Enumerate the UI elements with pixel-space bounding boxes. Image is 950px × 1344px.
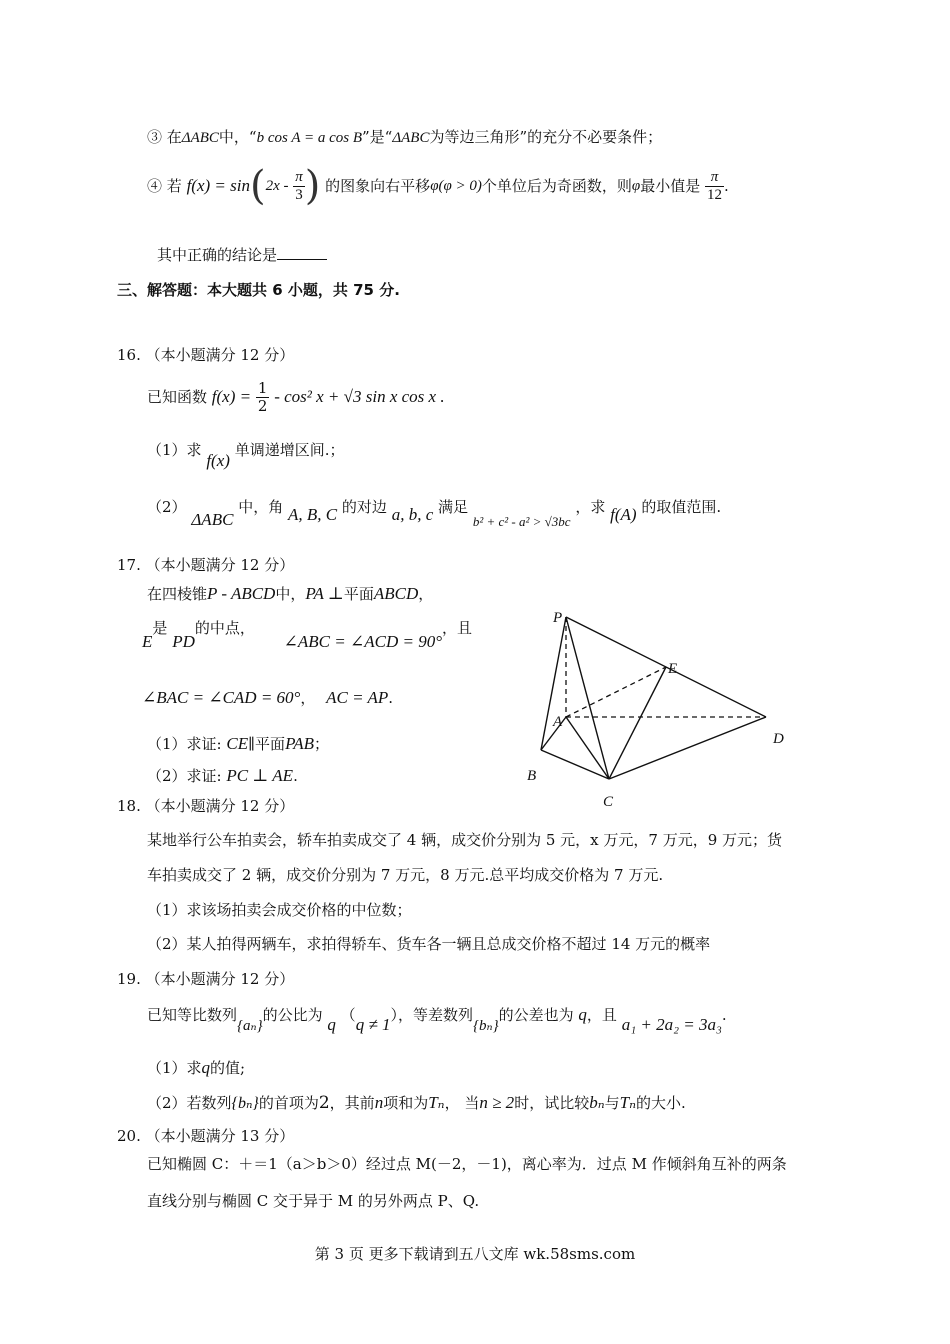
q17-part-2: （2）求证: PC ⊥ AE. xyxy=(147,766,298,785)
q19-part-1: （1）求q的值; xyxy=(147,1058,246,1077)
q20-line-1: 已知椭圆 C：＋＝1（a＞b＞0）经过点 M(－2，－1)，离心率为．过点 M 作倾斜角互补的两条 xyxy=(147,1155,787,1173)
edge-ce xyxy=(609,667,666,779)
pyramid-figure xyxy=(520,605,800,815)
item-4-line: ④ 若 f(x) = sin(2x - $\frac{\pi}{3}$ ) 的图象向右平移φ(φ > 0)个单位后为奇函数，则φ最小值是 $\frac{\pi}{12}$ . xyxy=(147,163,729,209)
math-b-cos-a: b cos A = a cos B xyxy=(256,130,362,146)
label-d: D xyxy=(773,731,784,747)
q17-line-2: E是 PD的中点， ∠ABC = ∠ACD = 90°，且 xyxy=(142,619,473,651)
q16-function: 已知函数 f(x) = $\frac{1}{2}$ - cos² x + √3 sin x cos x . xyxy=(147,379,445,415)
math-fx-sin: f(x) = sin xyxy=(186,175,250,195)
q19-line-1: 已知等比数列{aₙ}的公比为 q （q ≠ 1），等差数列{bₙ}的公差也为 q，且 a₁ + 2a₂ = 3a₃. xyxy=(147,1005,727,1034)
triangle-abc: ΔABC xyxy=(181,130,219,146)
conclusion-line: 其中正确的结论是 xyxy=(157,244,327,264)
q18-line-2: 车拍卖成交了 2 辆，成交价分别为 7 万元，8 万元.总平均成交价格为 7 万元. xyxy=(147,866,664,884)
q20-heading: 20. （本小题满分 13 分） xyxy=(117,1127,295,1145)
edge-pb xyxy=(541,617,566,750)
q18-part-2: （2）某人拍得两辆车，求拍得轿车、货车各一辆且总成交价格不超过 14 万元的概率 xyxy=(147,935,711,953)
edge-pc xyxy=(566,617,609,779)
page-footer: 第 3 页 更多下载请到五八文库 wk.58sms.com xyxy=(314,1245,636,1263)
q19-part-2: （2）若数列{bₙ}的首项为2，其前n项和为Tₙ， 当n ≥ 2时，试比较bₙ与Tₙ的大小. xyxy=(147,1093,686,1113)
q20-line-2: 直线分别与椭圆 C 交于异于 M 的另外两点 P、Q. xyxy=(147,1192,480,1210)
label-c: C xyxy=(603,794,614,810)
fraction-pi-over-12: $\frac{\pi}{12}$ xyxy=(707,169,723,203)
q17-line-3: ∠BAC = ∠CAD = 60°， AC = AP. xyxy=(142,688,394,707)
fraction-one-half: $\frac{1}{2}$ xyxy=(257,379,268,415)
label-e: E xyxy=(668,661,678,677)
edge-cd xyxy=(609,717,766,779)
q18-part-1: （1）求该场拍卖会成交价格的中位数； xyxy=(147,901,412,919)
math-phi-condition: φ(φ > 0) xyxy=(430,178,482,194)
q17-line-1: 在四棱锥P - ABCD中，PA ⊥平面ABCD， xyxy=(147,584,434,603)
label-a: A xyxy=(553,714,563,730)
q16-heading: 16. （本小题满分 12 分） xyxy=(117,346,295,364)
q18-line-1: 某地举行公车拍卖会，轿车拍卖成交了 4 辆，成交价分别为 5 元，x 万元，7 万元，9 万元；货 xyxy=(147,831,783,849)
triangle-abc-2: ΔABC xyxy=(392,130,430,146)
fraction-pi-over-3: $\frac{\pi}{3}$ xyxy=(295,169,303,203)
item-3-line: ③ 在ΔABC中，“b cos A = a cos B”是“ΔABC为等边三角形”的充分不必要条件； xyxy=(147,128,663,146)
q16-part-1: （1）求 f(x) 单调递增区间.； xyxy=(147,441,345,470)
answer-blank[interactable] xyxy=(277,244,327,260)
section-3-title: 三、解答题：本大题共 6 小题，共 75 分. xyxy=(117,281,400,299)
label-p: P xyxy=(553,610,563,626)
q17-heading: 17. （本小题满分 12 分） xyxy=(117,556,295,574)
q16-part-2: （2） ΔABC 中，角 A, B, C 的对边 a, b, c 满足 b² + c² - a² > √3bc ，求 f(A) 的取值范围. xyxy=(147,498,722,529)
label-b: B xyxy=(527,768,537,784)
q18-heading: 18. （本小题满分 12 分） xyxy=(117,797,295,815)
q19-heading: 19. （本小题满分 12 分） xyxy=(117,970,295,988)
q17-part-1: （1）求证: CE∥平面PAB； xyxy=(147,734,330,753)
